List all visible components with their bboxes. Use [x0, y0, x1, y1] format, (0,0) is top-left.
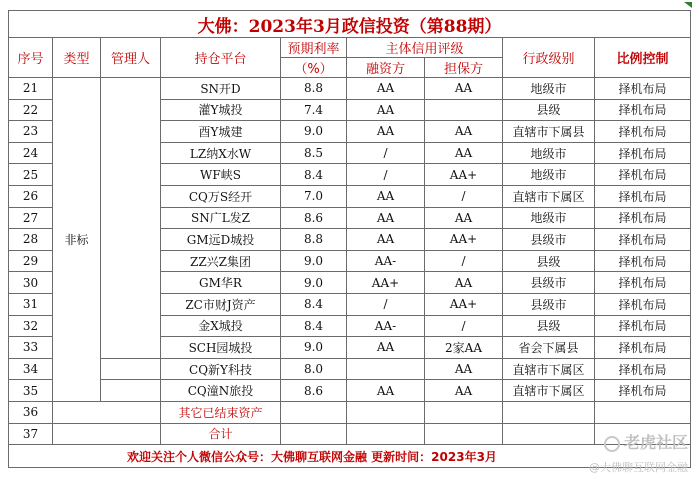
- cell-platform[interactable]: 金X城投: [161, 315, 281, 337]
- header-platform: 持仓平台: [161, 38, 281, 78]
- cell-rating-fin[interactable]: AA-: [347, 250, 425, 272]
- table-row: [9, 380, 691, 402]
- cell-ratio-control[interactable]: 择机布局: [595, 142, 691, 164]
- cell-ratio-control[interactable]: 择机布局: [595, 293, 691, 315]
- cell-seq[interactable]: 23: [9, 121, 53, 143]
- cell-seq[interactable]: 35: [9, 380, 53, 402]
- cell-ratio-control[interactable]: 择机布局: [595, 164, 691, 186]
- cell-rating-guar[interactable]: 2家AA: [425, 337, 503, 359]
- header-rating-group: 主体信用评级: [347, 38, 503, 58]
- cell-seq[interactable]: 33: [9, 337, 53, 359]
- cell-admin-level[interactable]: 县级市: [503, 229, 595, 251]
- cell-admin-level[interactable]: 地级市: [503, 207, 595, 229]
- cell-admin-level[interactable]: 省会下属县: [503, 337, 595, 359]
- cell-rating-guar[interactable]: [425, 99, 503, 121]
- cell-admin-level[interactable]: 县级市: [503, 293, 595, 315]
- cell-rating-fin[interactable]: AA: [347, 229, 425, 251]
- cell-rate[interactable]: 8.0: [281, 358, 347, 380]
- cell-admin-level[interactable]: 地级市: [503, 78, 595, 100]
- cell-rating-guar[interactable]: AA: [425, 121, 503, 143]
- cell-empty[interactable]: [503, 423, 595, 445]
- cell-seq[interactable]: 27: [9, 207, 53, 229]
- cell-platform[interactable]: 灌Y城投: [161, 99, 281, 121]
- cell-platform[interactable]: WF峡S: [161, 164, 281, 186]
- cell-rate[interactable]: 8.6: [281, 380, 347, 402]
- cell-empty[interactable]: [281, 401, 347, 423]
- cell-seq[interactable]: 25: [9, 164, 53, 186]
- cell-empty[interactable]: [347, 423, 425, 445]
- cell-admin-level[interactable]: 地级市: [503, 164, 595, 186]
- cell-platform[interactable]: ZC市财J资产: [161, 293, 281, 315]
- cell-platform[interactable]: LZ纳X水W: [161, 142, 281, 164]
- cell-manager[interactable]: [101, 78, 161, 359]
- cell-rating-fin[interactable]: /: [347, 142, 425, 164]
- cell-rating-guar[interactable]: /: [425, 315, 503, 337]
- cell-seq[interactable]: 31: [9, 293, 53, 315]
- cell-rate[interactable]: 9.0: [281, 121, 347, 143]
- cell-manager[interactable]: [101, 380, 161, 402]
- cell-rating-guar[interactable]: AA: [425, 272, 503, 294]
- cell-rate[interactable]: 9.0: [281, 250, 347, 272]
- cell-seq[interactable]: 26: [9, 185, 53, 207]
- cell-ratio-control[interactable]: 择机布局: [595, 272, 691, 294]
- header-rating-guar: 担保方: [425, 58, 503, 78]
- investment-table: [8, 10, 691, 468]
- cell-admin-level[interactable]: 县级市: [503, 272, 595, 294]
- cell-rating-fin[interactable]: AA: [347, 99, 425, 121]
- cell-rating-fin[interactable]: [347, 358, 425, 380]
- watermark-sub: @大佛聊互联网金融: [589, 461, 688, 474]
- cell-rate[interactable]: 8.4: [281, 315, 347, 337]
- cell-empty[interactable]: [425, 401, 503, 423]
- tiger-logo-icon: [604, 436, 620, 452]
- cell-platform[interactable]: CQ万S经开: [161, 185, 281, 207]
- cell-seq[interactable]: 36: [9, 401, 53, 423]
- cell-rating-fin[interactable]: AA: [347, 380, 425, 402]
- cell-rating-fin[interactable]: AA: [347, 207, 425, 229]
- cell-rating-fin[interactable]: AA: [347, 185, 425, 207]
- cell-rate[interactable]: 8.4: [281, 293, 347, 315]
- cell-rating-guar[interactable]: AA+: [425, 229, 503, 251]
- footer-note: 欢迎关注个人微信公众号：大佛聊互联网金融 更新时间：2023年3月: [9, 445, 691, 468]
- cell-rate[interactable]: 8.8: [281, 229, 347, 251]
- cell-rate[interactable]: 8.8: [281, 78, 347, 100]
- cell-empty[interactable]: [595, 401, 691, 423]
- cell-seq[interactable]: 24: [9, 142, 53, 164]
- cell-platform[interactable]: SCH园城投: [161, 337, 281, 359]
- cell-platform[interactable]: CQ潼N旅投: [161, 380, 281, 402]
- cell-ratio-control[interactable]: 择机布局: [595, 250, 691, 272]
- cell-rating-guar[interactable]: AA+: [425, 293, 503, 315]
- cell-platform[interactable]: 酉Y城建: [161, 121, 281, 143]
- cell-ratio-control[interactable]: 择机布局: [595, 380, 691, 402]
- header-rate: 预期利率: [281, 38, 347, 58]
- resize-corner-icon: [684, 2, 692, 8]
- cell-empty[interactable]: [503, 401, 595, 423]
- cell-seq[interactable]: 28: [9, 229, 53, 251]
- header-type: 类型: [53, 38, 101, 78]
- cell-type[interactable]: [53, 401, 161, 423]
- cell-seq[interactable]: 34: [9, 358, 53, 380]
- cell-manager[interactable]: [101, 358, 161, 380]
- table-body: [9, 78, 691, 445]
- cell-ratio-control[interactable]: 择机布局: [595, 185, 691, 207]
- cell-ratio-control[interactable]: 择机布局: [595, 337, 691, 359]
- cell-rating-guar[interactable]: /: [425, 185, 503, 207]
- header-admin-level: 行政级别: [503, 38, 595, 78]
- cell-rate[interactable]: 9.0: [281, 272, 347, 294]
- cell-type[interactable]: 非标: [53, 78, 101, 402]
- header-seq: 序号: [9, 38, 53, 78]
- cell-admin-level[interactable]: 直辖市下属县: [503, 121, 595, 143]
- cell-seq[interactable]: 30: [9, 272, 53, 294]
- cell-rating-fin[interactable]: AA: [347, 337, 425, 359]
- cell-rate[interactable]: 9.0: [281, 337, 347, 359]
- cell-rating-guar[interactable]: AA+: [425, 164, 503, 186]
- cell-seq[interactable]: 32: [9, 315, 53, 337]
- cell-rating-guar[interactable]: AA: [425, 358, 503, 380]
- cell-ratio-control[interactable]: 择机布局: [595, 358, 691, 380]
- cell-rating-guar[interactable]: AA: [425, 78, 503, 100]
- cell-rate[interactable]: 7.4: [281, 99, 347, 121]
- header-rate-unit: （%）: [281, 58, 347, 78]
- cell-type[interactable]: [53, 423, 161, 445]
- table-row: [9, 78, 691, 100]
- sheet-title: 大佛：2023年3月政信投资（第88期）: [9, 11, 691, 38]
- cell-rating-guar[interactable]: /: [425, 250, 503, 272]
- cell-ratio-control[interactable]: 择机布局: [595, 121, 691, 143]
- cell-ratio-control[interactable]: 择机布局: [595, 207, 691, 229]
- cell-ratio-control[interactable]: 择机布局: [595, 229, 691, 251]
- watermark-text: 老虎社区: [623, 433, 688, 452]
- table-row: [9, 423, 691, 445]
- header-ratio-control: 比例控制: [595, 38, 691, 78]
- cell-platform[interactable]: CQ新Y科技: [161, 358, 281, 380]
- cell-admin-level[interactable]: 县级: [503, 315, 595, 337]
- cell-rating-guar[interactable]: AA: [425, 142, 503, 164]
- cell-summary-label[interactable]: 合计: [161, 423, 281, 445]
- cell-rate[interactable]: 8.4: [281, 164, 347, 186]
- cell-platform[interactable]: ZZ兴Z集团: [161, 250, 281, 272]
- cell-rate[interactable]: 7.0: [281, 185, 347, 207]
- cell-rating-fin[interactable]: AA+: [347, 272, 425, 294]
- cell-ratio-control[interactable]: 择机布局: [595, 99, 691, 121]
- cell-summary-label[interactable]: 其它已结束资产: [161, 401, 281, 423]
- cell-empty[interactable]: [425, 423, 503, 445]
- cell-rating-fin[interactable]: /: [347, 164, 425, 186]
- cell-rate[interactable]: 8.5: [281, 142, 347, 164]
- spreadsheet: [8, 10, 690, 468]
- cell-admin-level[interactable]: 直辖市下属区: [503, 358, 595, 380]
- cell-rating-fin[interactable]: AA: [347, 78, 425, 100]
- cell-admin-level[interactable]: 地级市: [503, 142, 595, 164]
- cell-empty[interactable]: [281, 423, 347, 445]
- header-manager: 管理人: [101, 38, 161, 78]
- cell-seq[interactable]: 22: [9, 99, 53, 121]
- cell-admin-level[interactable]: 县级: [503, 99, 595, 121]
- cell-admin-level[interactable]: 直辖市下属区: [503, 380, 595, 402]
- cell-rate[interactable]: 8.6: [281, 207, 347, 229]
- cell-platform[interactable]: GM远D城投: [161, 229, 281, 251]
- cell-platform[interactable]: SN广L发Z: [161, 207, 281, 229]
- cell-admin-level[interactable]: 直辖市下属区: [503, 185, 595, 207]
- watermark-main: [604, 430, 688, 453]
- cell-admin-level[interactable]: 县级: [503, 250, 595, 272]
- cell-rating-fin[interactable]: /: [347, 293, 425, 315]
- cell-seq[interactable]: 37: [9, 423, 53, 445]
- cell-empty[interactable]: [347, 401, 425, 423]
- cell-rating-guar[interactable]: AA: [425, 207, 503, 229]
- cell-rating-guar[interactable]: AA: [425, 380, 503, 402]
- cell-ratio-control[interactable]: 择机布局: [595, 315, 691, 337]
- cell-rating-fin[interactable]: AA-: [347, 315, 425, 337]
- cell-ratio-control[interactable]: 择机布局: [595, 78, 691, 100]
- cell-rating-fin[interactable]: AA: [347, 121, 425, 143]
- cell-seq[interactable]: 21: [9, 78, 53, 100]
- cell-seq[interactable]: 29: [9, 250, 53, 272]
- table-row: [9, 358, 691, 380]
- cell-platform[interactable]: GM华R: [161, 272, 281, 294]
- table-row: [9, 401, 691, 423]
- header-rating-fin: 融资方: [347, 58, 425, 78]
- cell-platform[interactable]: SN开D: [161, 78, 281, 100]
